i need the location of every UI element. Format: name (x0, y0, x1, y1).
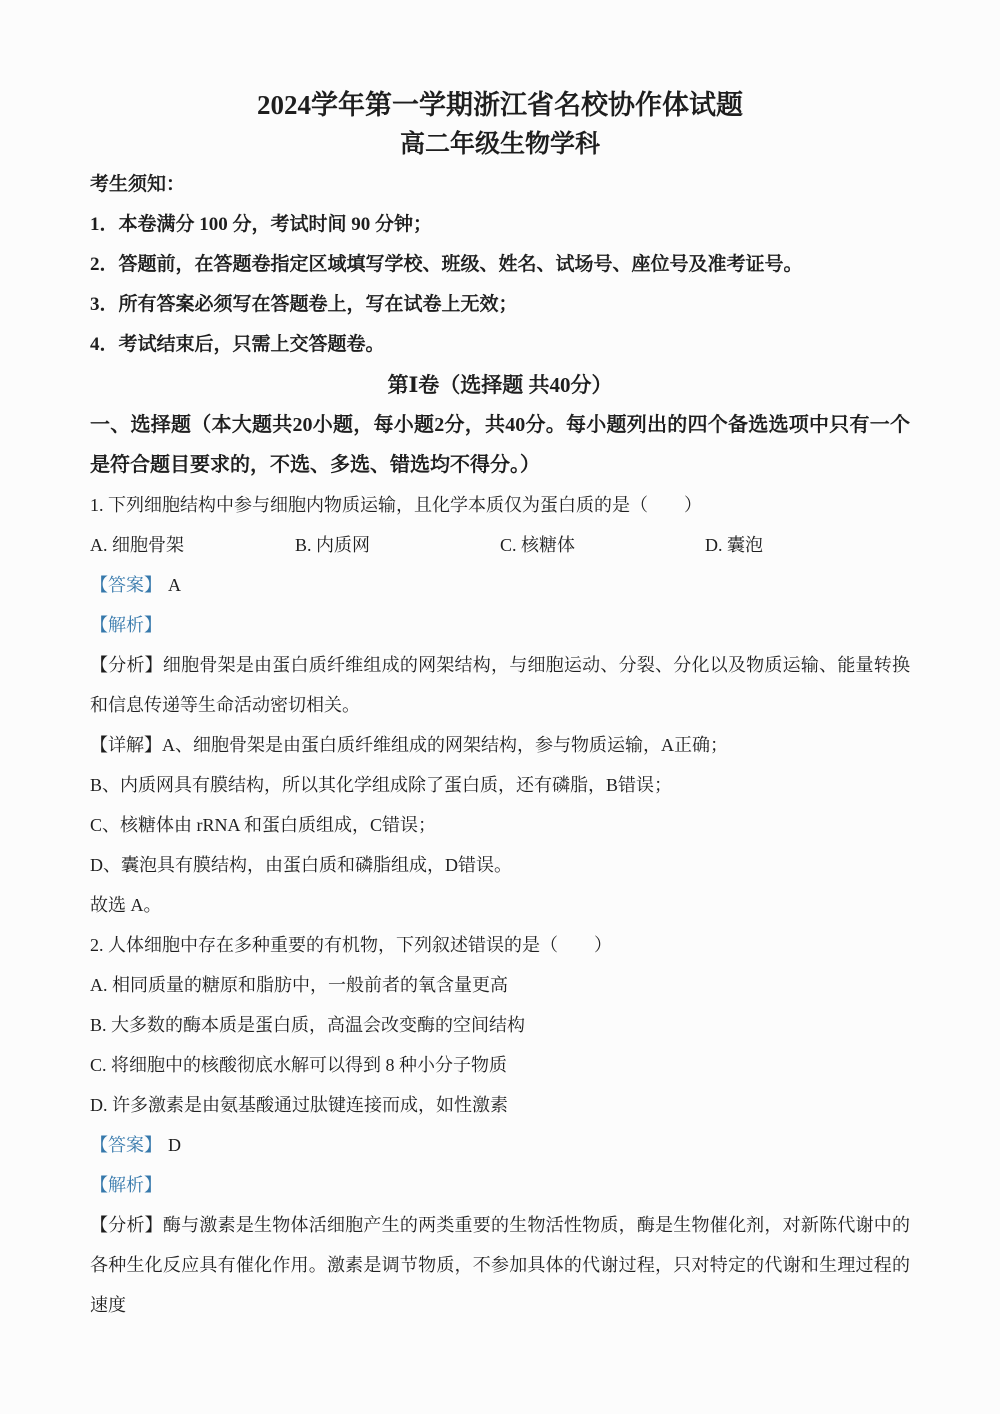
question-1-answer: A (168, 575, 181, 595)
question-1-analysis: 【分析】细胞骨架是由蛋白质纤维组成的网架结构，与细胞运动、分裂、分化以及物质运输、能量转换和信息传递等生命活动密切相关。 (90, 655, 910, 715)
question-2-stem: 2. 人体细胞中存在多种重要的有机物，下列叙述错误的是（ ） (90, 935, 612, 955)
question-1-option-a: A. 细胞骨架 (90, 535, 184, 555)
question-2-answer: D (168, 1135, 181, 1155)
notice-item-1: 1．本卷满分 100 分，考试时间 90 分钟； (90, 214, 433, 235)
paper-subtitle: 高二年级生物学科 (399, 131, 600, 158)
notice-item-2: 2．答题前，在答题卷指定区域填写学校、班级、姓名、试场号、座位号及准考证号。 (90, 254, 803, 275)
question-1-conclusion: 故选 A。 (90, 895, 162, 915)
question-1-option-b: B. 内质网 (295, 535, 371, 555)
question-2-explanation-label: 【解析】 (90, 1175, 162, 1195)
answer-label: 【答案】 (90, 575, 162, 595)
question-1-detail-d: D、囊泡具有膜结构，由蛋白质和磷脂组成，D错误。 (90, 855, 512, 875)
question-1-explanation-label: 【解析】 (90, 615, 162, 635)
section1-intro: 一、选择题（本大题共20小题，每小题2分，共40分。每小题列出的四个备选选项中只有一个是符合题目要求的，不选、多选、错选均不得分。） (90, 414, 910, 476)
question-2-option-c: C. 将细胞中的核酸彻底水解可以得到 8 种小分子物质 (90, 1055, 508, 1075)
notice-heading: 考生须知： (90, 174, 186, 195)
question-2-option-a: A. 相同质量的糖原和脂肪中，一般前者的氧含量更高 (90, 975, 508, 995)
question-1-detail-c: C、核糖体由 rRNA 和蛋白质组成，C错误； (90, 815, 437, 835)
question-1-options (90, 525, 910, 565)
question-2-answer-line (90, 1125, 910, 1165)
question-1-option-c: C. 核糖体 (500, 535, 576, 555)
question-2-option-b: B. 大多数的酶本质是蛋白质，高温会改变酶的空间结构 (90, 1015, 526, 1035)
question-1-option-d: D. 囊泡 (705, 535, 763, 555)
question-1-detail-a: 【详解】A、细胞骨架是由蛋白质纤维组成的网架结构，参与物质运输，A正确； (90, 735, 728, 755)
section1-heading: 第Ⅰ卷（选择题 共40分） (387, 373, 613, 397)
question-2-option-d: D. 许多激素是由氨基酸通过肽键连接而成，如性激素 (90, 1095, 508, 1115)
notice-item-3: 3．所有答案必须写在答题卷上，写在试卷上无效； (90, 294, 518, 315)
question-1-stem: 1. 下列细胞结构中参与细胞内物质运输，且化学本质仅为蛋白质的是（ ） (90, 495, 702, 515)
paper-title: 2024学年第一学期浙江省名校协作体试题 (257, 90, 743, 120)
question-1-answer-line (90, 565, 910, 605)
answer-label: 【答案】 (90, 1135, 162, 1155)
question-2-analysis: 【分析】酶与激素是生物体活细胞产生的两类重要的生物活性物质，酶是生物催化剂，对新陈代谢中的各种生化反应具有催化作用。激素是调节物质，不参加具体的代谢过程，只对特定的代谢和生理过程的速度 (90, 1215, 910, 1315)
notice-item-4: 4．考试结束后，只需上交答题卷。 (90, 334, 385, 355)
question-1-detail-b: B、内质网具有膜结构，所以其化学组成除了蛋白质，还有磷脂，B错误； (90, 775, 673, 795)
